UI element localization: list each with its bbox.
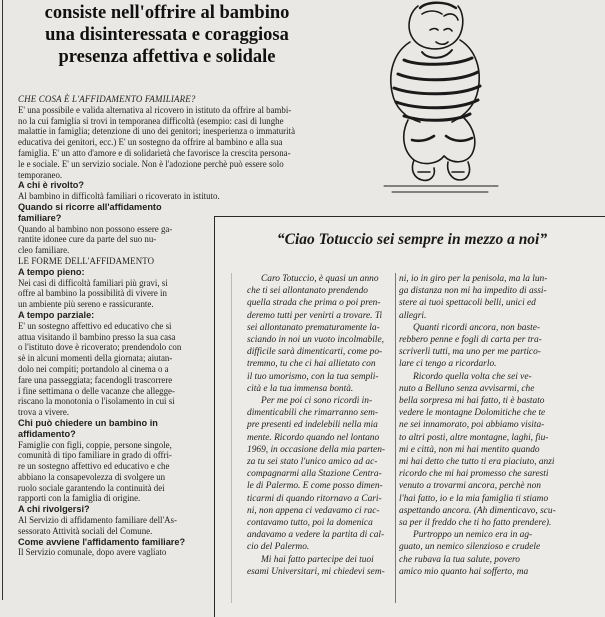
text-line: Al bambino in difficoltà familiari o ricoverato in istituto. bbox=[18, 191, 220, 202]
text-line: ricordo che mi hai promesso che saresti bbox=[399, 469, 549, 480]
text-line: mi hai detto che tutto ti era piaciuto, anzi bbox=[399, 457, 555, 468]
text-line: E' una possibile e valida alternativa al ricovero in istituto da offrire al bambi- bbox=[18, 104, 292, 115]
text-line: Quando al bambino non possono essere ga- bbox=[18, 223, 173, 234]
text-line: no la cui famiglia si trovi in temporanea difficoltà (esempio: casi di lunghe bbox=[18, 115, 284, 126]
text-line: Caro Totuccio, è quasi un anno bbox=[261, 274, 379, 284]
text-line: Purtroppo un nemico era in ag- bbox=[413, 530, 533, 541]
text-line: ni, io in giro per la penisola, ma la lun- bbox=[399, 274, 548, 284]
text-line: affidamento? bbox=[18, 428, 76, 439]
text-line: cleo familiare. bbox=[18, 245, 70, 256]
memorial-article-title: “Ciao Totuccio sei sempre in mezzo a noi” bbox=[276, 231, 548, 248]
text-line: i fine settimana o delle vacanze che allegge- bbox=[18, 385, 175, 396]
text-line: ni, non appena ci vedavamo ci rac- bbox=[247, 505, 380, 516]
text-line: sè in alcuni momenti della giornata; aiutan- bbox=[18, 353, 173, 364]
text-line: fare una passeggiata; facendogli trascorrere bbox=[18, 374, 173, 385]
text-line: attua visitando il bambino presso la sua casa bbox=[18, 331, 176, 342]
text-line: amico mio quanto hai sofferto, ma bbox=[399, 566, 529, 577]
text-line: CHE COSA È L'AFFIDAMENTO FAMILIARE? bbox=[18, 94, 196, 104]
text-line: compagnarmi alla Stazione Centra- bbox=[247, 469, 382, 480]
text-line: scriverli tutti, ma uno per me partico- bbox=[399, 347, 541, 358]
text-line: o l'istituto dove è ricoverato; prendendolo con bbox=[18, 342, 182, 353]
text-line: ne sei innamorato, poi abbiamo visita- bbox=[399, 420, 545, 431]
text-line: cità e la tua immensa bontà. bbox=[247, 383, 354, 394]
text-line: Nei casi di difficoltà familiari più gravi, si bbox=[18, 277, 168, 288]
text-line: l'hai fatto, io e la mia famiglia ti stiamo bbox=[399, 493, 549, 504]
text-line: il tuo umorismo, con la tua sempli- bbox=[247, 371, 379, 382]
text-line: cio del Palermo. bbox=[247, 542, 310, 553]
text-line: Chi può chiedere un bambino in bbox=[18, 417, 158, 428]
text-line: dimenticabili che rimarranno sem- bbox=[247, 408, 378, 419]
headline-line: consiste nell'offrire al bambino bbox=[44, 3, 290, 23]
text-line: Mi hai fatto partecipe dei tuoi bbox=[261, 554, 374, 565]
text-line: andavamo a vedere la partita di cal- bbox=[247, 530, 385, 541]
text-line: sa per il freddo che ti ho fatto prendere). bbox=[399, 518, 552, 529]
text-line: to altri posti, altre montagne, laghi, fiu- bbox=[399, 432, 549, 443]
text-line: comunità di tipo familiare in grado di offri- bbox=[18, 450, 172, 461]
text-line: re un sostegno affettivo ed educativo e che bbox=[18, 461, 170, 472]
text-line: abbiano la consapevolezza di svolgere un bbox=[18, 471, 166, 482]
text-line: tremmo, tu che ci hai allietato con bbox=[247, 359, 376, 370]
page-border-line bbox=[2, 0, 3, 600]
text-line: nuto a Belluno senza avvisarmi, che bbox=[399, 383, 535, 394]
text-line: lare ci tengo a ricordarlo. bbox=[399, 359, 497, 370]
text-line: famiglia. E' un atto d'amore e di solidarietà che favorisce la crescita persona- bbox=[18, 147, 291, 158]
headline-line: presenza affettiva e solidale bbox=[58, 47, 276, 67]
text-line: Al Servizio di affidamento familiare dell'As- bbox=[18, 515, 177, 526]
text-line: dolo nei compiti; portandolo al cinema o a bbox=[18, 363, 169, 374]
text-line: allegri. bbox=[399, 310, 427, 321]
text-line: stere ai tuoi spettacoli belli, unici ed bbox=[399, 298, 536, 309]
text-line: Quando si ricorre all'affidamento bbox=[18, 201, 162, 212]
text-line: che rubava la tua salute, povero bbox=[399, 554, 520, 565]
text-line: A chi rivolgersi? bbox=[18, 504, 90, 515]
text-line: Per me poi ci sono ricordi in- bbox=[261, 396, 373, 407]
text-line: trova a vivere. bbox=[18, 407, 70, 418]
column-rule bbox=[231, 273, 232, 603]
text-line: vedere le montagne Dolomitiche che te bbox=[399, 408, 546, 419]
text-line: aspettando ancora. (Ah dimenticavo, scu- bbox=[399, 505, 556, 516]
text-line: ga distanza non mi ha impedito di assi- bbox=[399, 286, 547, 297]
text-line: Ricordo quella volta che sei ve- bbox=[413, 371, 532, 382]
text-line: offre al bambino la possibilità di vivere in bbox=[18, 288, 167, 299]
text-line: educativa dei genitori, ecc.) E' un sostegno da offrire al bambino e alla sua bbox=[18, 137, 283, 148]
text-line: guato, un nemico silenzioso e crudele bbox=[399, 542, 541, 553]
text-line: za tu sei stato l'unico amico ad ac- bbox=[247, 457, 378, 468]
memorial-article-box bbox=[214, 216, 605, 617]
text-line: Quanti ricordi ancora, non baste- bbox=[413, 322, 540, 333]
text-line: E' un sostegno affettivo ed educativo che si bbox=[18, 320, 172, 331]
text-line: 1969, in occasione della mia parten- bbox=[247, 444, 385, 455]
text-line: deremo tutti per venirti a trovare. Ti bbox=[247, 310, 383, 321]
article-column-1 bbox=[247, 273, 391, 578]
text-line: che ti sei allontanato prendendo bbox=[247, 286, 368, 297]
article-column-2 bbox=[399, 273, 589, 578]
text-line: sciando in noi un vuoto incolmabile, bbox=[247, 335, 384, 346]
text-line: Il Servizio comunale, dopo avere vagliato bbox=[18, 547, 167, 558]
headline bbox=[8, 2, 326, 68]
text-line: A tempo pieno: bbox=[18, 266, 85, 277]
text-line: quella strada che prima o poi pren- bbox=[247, 298, 381, 309]
text-line: sei allontanato prematuramente la- bbox=[247, 322, 380, 333]
text-line: venuto a trovarmi ancora, perchè non bbox=[399, 481, 541, 492]
text-line: un ambiente più sereno e rassicurante. bbox=[18, 299, 154, 310]
column-rule bbox=[395, 273, 396, 603]
text-line: Famiglie con figli, coppie, persone singole, bbox=[18, 439, 172, 450]
text-line: rantite idonee cure da parte del suo nu- bbox=[18, 234, 157, 245]
text-line: sessorato Attività sociali del Comune. bbox=[18, 525, 153, 536]
text-line: le e sociale. E' un servizio sociale. Non è l'adozione perchè può essere solo bbox=[18, 158, 284, 169]
text-line: LE FORME DELL'AFFIDAMENTO bbox=[18, 255, 155, 266]
text-line: ruolo sociale garantendo la continuità dei bbox=[18, 482, 165, 493]
text-line: rebbero penne e fogli di carta per tra- bbox=[399, 335, 542, 346]
text-line: malattie in famiglia; detenzione di uno dei genitori; inesperienza o immaturità bbox=[18, 126, 296, 137]
text-line: le di Palermo. E come posso dimen- bbox=[247, 481, 383, 492]
text-line: ticarmi di quando ritornavo a Cari- bbox=[247, 493, 382, 504]
headline-line: una disinteressata e coraggiosa bbox=[45, 25, 289, 45]
text-line: mi e città, non mi hai mentito quando bbox=[399, 444, 540, 455]
child-sketch-illustration bbox=[348, 0, 524, 200]
text-line: temporaneo. bbox=[18, 169, 63, 180]
text-line: pre presenti ed indelebili nella mia bbox=[247, 420, 378, 431]
text-line: riscano la monotonia o l'isolamento in cui si bbox=[18, 396, 175, 407]
text-line: esami Universitari, mi chiedevi sem- bbox=[247, 566, 385, 577]
text-line: Come avviene l'affidamento familiare? bbox=[18, 536, 186, 547]
text-line: familiare? bbox=[18, 212, 62, 223]
text-line: A tempo parziale: bbox=[18, 309, 95, 320]
text-line: bella sorpresa mi hai fatto, ti è bastato bbox=[399, 396, 545, 407]
text-line: rapporti con la famiglia di origine. bbox=[18, 493, 141, 504]
text-line: contavamo tutto, poi la domenica bbox=[247, 518, 373, 529]
text-line: difficile sarà dimenticarti, come po- bbox=[247, 347, 383, 358]
text-line: mente. Ricordo quando nel lontano bbox=[247, 432, 380, 443]
text-line: A chi è rivolto? bbox=[18, 180, 85, 191]
